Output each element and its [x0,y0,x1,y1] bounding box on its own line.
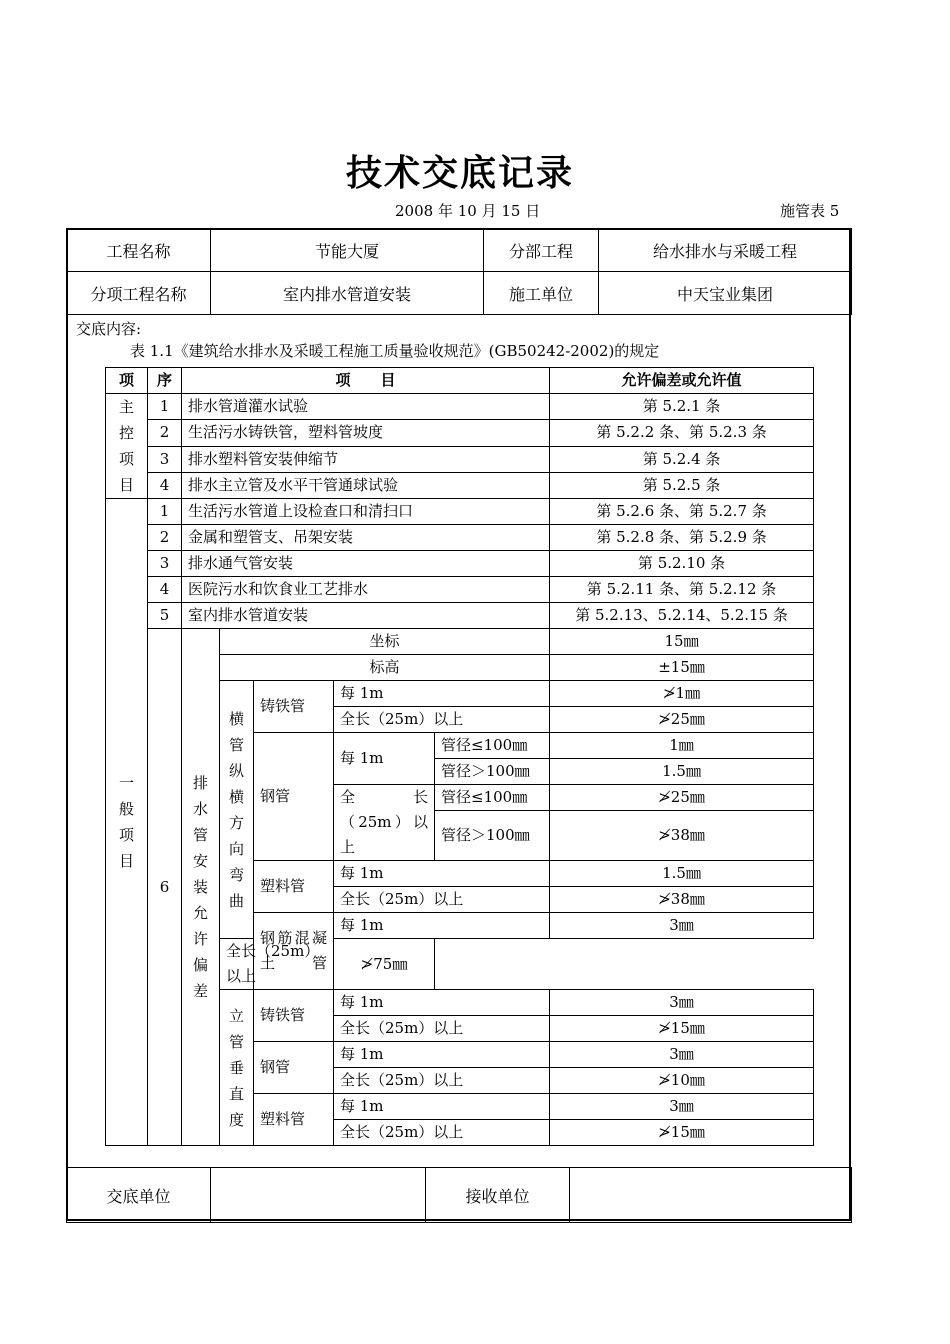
measure: 每 1m [334,1042,550,1068]
row-no: 3 [148,446,182,472]
measure: 每 1m [334,990,550,1016]
diameter: 管径≤100㎜ [435,733,550,759]
row-value: 第 5.2.4 条 [550,446,814,472]
row-value: 第 5.2.2 条、第 5.2.3 条 [550,420,814,446]
row-no: 4 [148,577,182,603]
form-number: 施管表 5 [780,202,840,220]
project-name-value: 节能大厦 [211,229,484,272]
page-title: 技术交底记录 [345,153,574,194]
row-no: 6 [148,629,182,1146]
pipe-type: 塑料管 [254,861,334,913]
header-table [66,228,852,315]
spec-table [105,367,814,1146]
division-value: 给水排水与采暖工程 [599,229,852,272]
row-value: 第 5.2.13、5.2.14、5.2.15 条 [550,603,814,629]
record-date: 2008 年 10 月 15 日 [395,202,541,220]
division-label: 分部工程 [484,229,599,272]
row-item: 排水主立管及水平干管通球试验 [182,472,550,498]
row-value: 第 5.2.11 条、第 5.2.12 条 [550,577,814,603]
measure: 全长（25m）以上 [334,887,550,913]
receiver-signature-field[interactable] [570,1168,852,1223]
signoff-table [66,1167,852,1223]
row-item: 医院污水和饮食业工艺排水 [182,577,550,603]
tolerance: ≯1㎜ [550,681,814,707]
tolerance: ≯15㎜ [550,1120,814,1146]
row-item: 金属和塑管支、吊架安装 [182,525,550,551]
tolerance: 3㎜ [550,913,814,939]
contractor-value: 中天宝业集团 [599,272,852,315]
measure-full-length: 全 长 （ 25m ） 以 上 [334,785,435,861]
pipe-type: 铸铁管 [254,990,334,1042]
row-no: 3 [148,551,182,577]
elevation-label: 标高 [220,655,550,681]
tolerance: ≯75㎜ [334,939,435,990]
general-group: 一 般 项 目 [106,499,148,1146]
row-value: 第 5.2.6 条、第 5.2.7 条 [550,499,814,525]
tolerance: 3㎜ [550,990,814,1016]
row-item: 排水塑料管安装伸缩节 [182,446,550,472]
subproject-value: 室内排水管道安装 [211,272,484,315]
coord-label: 坐标 [220,629,550,655]
measure: 全长（25m）以上 [334,707,550,733]
measure: 每 1m [334,681,550,707]
row-no: 4 [148,472,182,498]
row-value: 第 5.2.10 条 [550,551,814,577]
tolerance: ≯38㎜ [550,811,814,861]
row-value: 第 5.2.1 条 [550,394,814,420]
tolerance: ≯25㎜ [550,707,814,733]
tolerance: ≯10㎜ [550,1068,814,1094]
diameter: 管径≤100㎜ [435,785,550,811]
tolerance: 3㎜ [550,1094,814,1120]
measure: 全长（25m）以上 [334,1120,550,1146]
col-header-item: 项 目 [182,368,550,394]
row-no: 1 [148,394,182,420]
subproject-label: 分项工程名称 [67,272,211,315]
tolerance: ≯25㎜ [550,785,814,811]
measure: 全长（25m）以上 [334,1068,550,1094]
tolerance: 1㎜ [550,733,814,759]
horizontal-bend-label: 横 管 纵 横 方 向 弯 曲 [220,681,254,939]
row-item: 生活污水铸铁管，塑料管坡度 [182,420,550,446]
col-header-seq: 序 [148,368,182,394]
row-no: 5 [148,603,182,629]
issuer-signature-field[interactable] [211,1168,426,1223]
diameter: 管径＞100㎜ [435,759,550,785]
row-value: 第 5.2.8 条、第 5.2.9 条 [550,525,814,551]
elevation-value: ±15㎜ [550,655,814,681]
table-caption: 表 1.1《建筑给水排水及采暖工程施工质量验收规范》(GB50242-2002)的规定 [130,342,660,360]
contractor-label: 施工单位 [484,272,599,315]
row-no: 2 [148,420,182,446]
coord-value: 15㎜ [550,629,814,655]
row-item: 排水管道灌水试验 [182,394,550,420]
item6-label: 排 水 管 安 装 允 许 偏 差 [182,629,220,1146]
row-value: 第 5.2.5 条 [550,472,814,498]
tolerance: ≯38㎜ [550,887,814,913]
project-name-label: 工程名称 [67,229,211,272]
measure: 每 1m [334,913,550,939]
row-no: 2 [148,525,182,551]
measure: 每 1m [334,1094,550,1120]
pipe-type: 钢筋混凝土管 [254,913,334,990]
tolerance: 1.5㎜ [550,861,814,887]
measure: 每 1m [334,733,435,785]
col-header-category: 项 [106,368,148,394]
measure: 全长（25m）以上 [334,1016,550,1042]
diameter: 管径＞100㎜ [435,811,550,861]
tolerance: 3㎜ [550,1042,814,1068]
row-no: 1 [148,499,182,525]
tolerance: 1.5㎜ [550,759,814,785]
content-label: 交底内容: [76,320,142,338]
pipe-type: 铸铁管 [254,681,334,733]
receiver-label: 接收单位 [426,1168,570,1223]
vertical-label: 立 管 垂 直 度 [220,990,254,1146]
measure: 全长（25m）以上 [220,939,334,990]
row-item: 生活污水管道上设检查口和清扫口 [182,499,550,525]
tolerance: ≯15㎜ [550,1016,814,1042]
pipe-type: 钢管 [254,733,334,861]
issuer-label: 交底单位 [67,1168,211,1223]
main-control-group: 主 控 项 目 [106,394,148,499]
row-item: 室内排水管道安装 [182,603,550,629]
measure: 每 1m [334,861,550,887]
pipe-type: 塑料管 [254,1094,334,1146]
col-header-value: 允许偏差或允许值 [550,368,814,394]
pipe-type: 钢管 [254,1042,334,1094]
row-item: 排水通气管安装 [182,551,550,577]
